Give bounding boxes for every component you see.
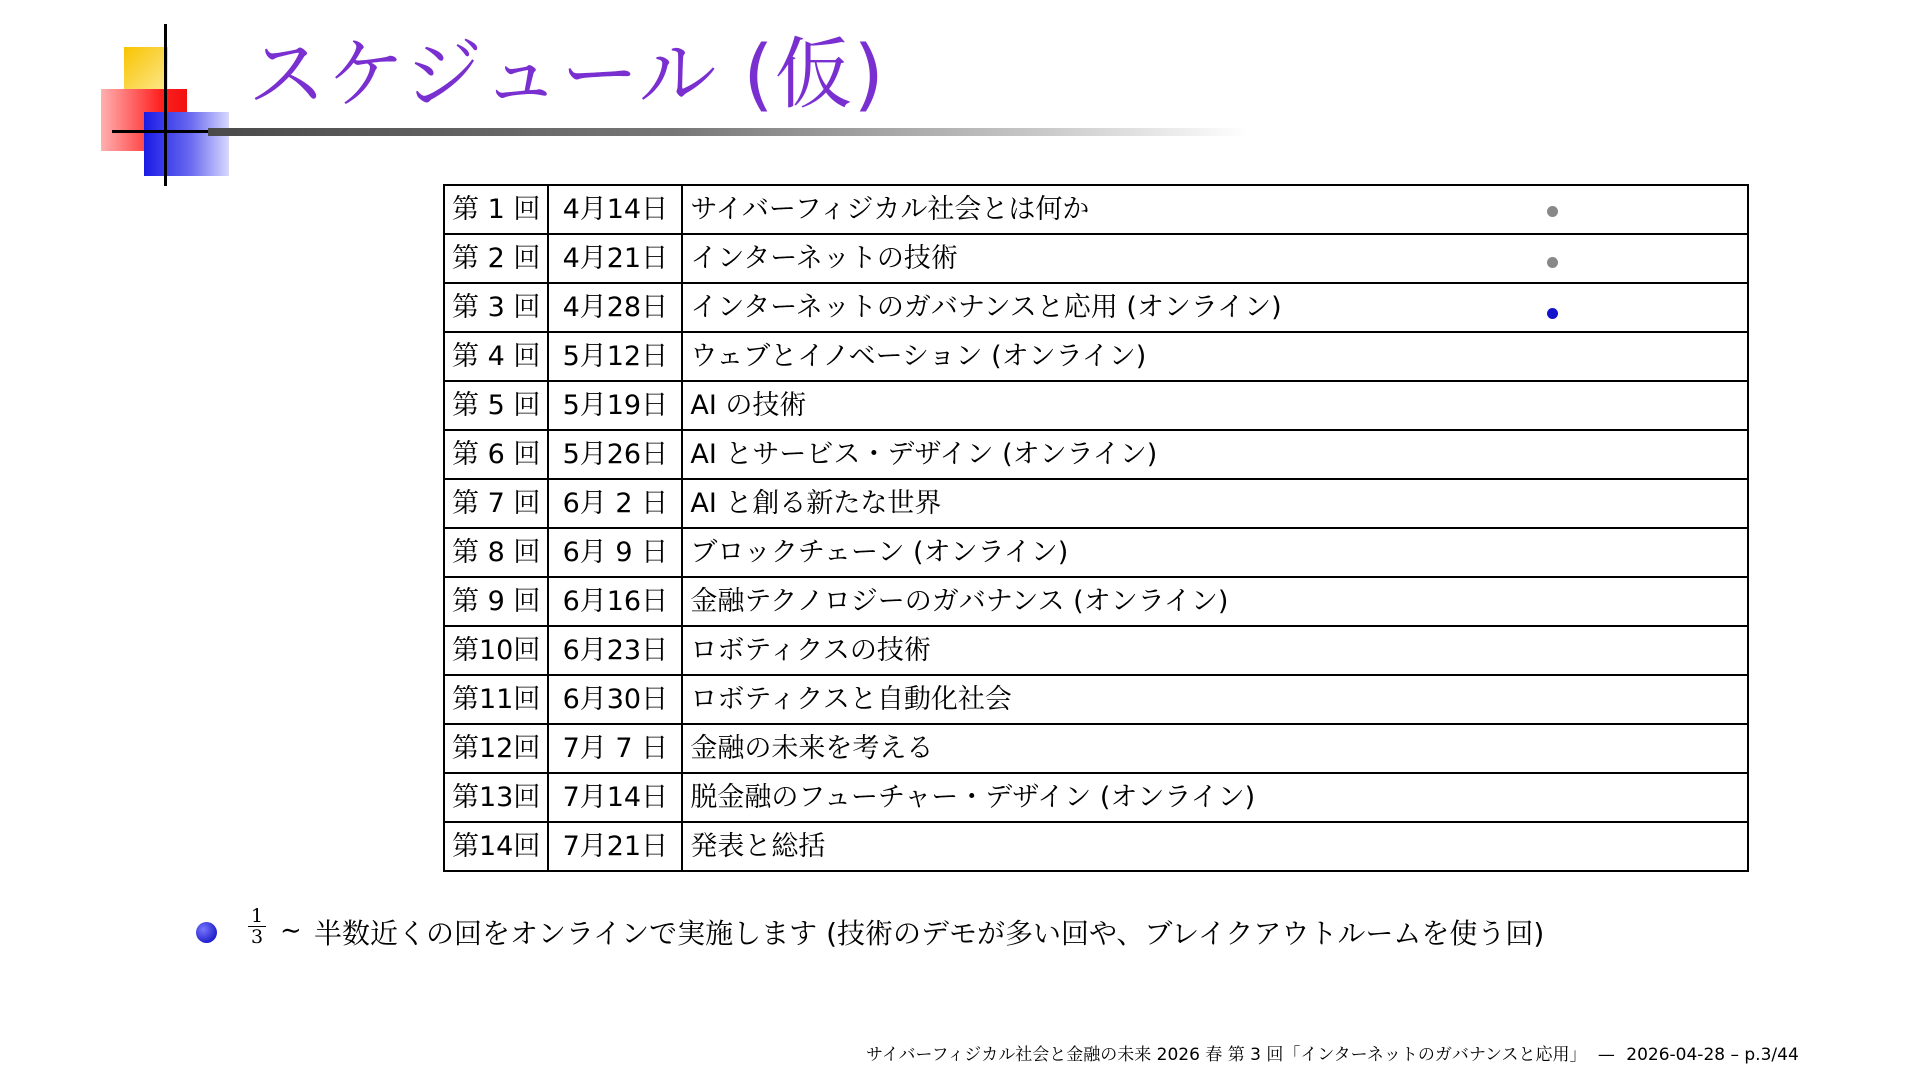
- session-title: インターネットの技術: [682, 234, 1748, 283]
- schedule-row: [444, 626, 1748, 675]
- schedule-row: [444, 430, 1748, 479]
- note-bullet: [196, 906, 1756, 966]
- session-title: ブロックチェーン (オンライン): [682, 528, 1748, 577]
- footer-course: サイバーフィジカル社会と金融の未来 2026 春 第 3 回「インターネットのガバナンスと応用」: [866, 1045, 1587, 1065]
- session-number: 第 6 回: [444, 430, 548, 479]
- session-number: 第 2 回: [444, 234, 548, 283]
- session-date: 6月23日: [548, 626, 682, 675]
- logo-blue-square: [144, 112, 229, 176]
- session-number: 第 5 回: [444, 381, 548, 430]
- session-date: 6月16日: [548, 577, 682, 626]
- session-number: 第 7 回: [444, 479, 548, 528]
- session-date: 6月 9 日: [548, 528, 682, 577]
- session-number: 第 3 回: [444, 283, 548, 332]
- session-date: 7月21日: [548, 822, 682, 871]
- schedule-row: [444, 822, 1748, 871]
- schedule-row: [444, 577, 1748, 626]
- session-date: 7月 7 日: [548, 724, 682, 773]
- session-number: 第 1 回: [444, 185, 548, 234]
- session-title: AI とサービス・デザイン (オンライン): [682, 430, 1748, 479]
- session-title: サイバーフィジカル社会とは何か: [682, 185, 1748, 234]
- fraction-denominator: 3: [250, 926, 264, 948]
- progress-mark-icon: [1547, 308, 1558, 319]
- bullet-ball-icon: [196, 922, 217, 943]
- fraction: [248, 906, 266, 947]
- session-title: 脱金融のフューチャー・デザイン (オンライン): [682, 773, 1748, 822]
- session-date: 4月28日: [548, 283, 682, 332]
- session-date: 6月 2 日: [548, 479, 682, 528]
- fraction-numerator: 1: [248, 906, 266, 927]
- schedule-row: [444, 332, 1748, 381]
- session-number: 第 8 回: [444, 528, 548, 577]
- slide-logo: [0, 0, 240, 200]
- session-title: 金融の未来を考える: [682, 724, 1748, 773]
- session-title: AI の技術: [682, 381, 1748, 430]
- session-date: 6月30日: [548, 675, 682, 724]
- session-title: ロボティクスの技術: [682, 626, 1748, 675]
- slide-title: スケジュール (仮): [248, 30, 885, 120]
- session-number: 第13回: [444, 773, 548, 822]
- session-date: 7月14日: [548, 773, 682, 822]
- session-number: 第 9 回: [444, 577, 548, 626]
- schedule-row: [444, 381, 1748, 430]
- session-title: AI と創る新たな世界: [682, 479, 1748, 528]
- session-number: 第11回: [444, 675, 548, 724]
- session-number: 第10回: [444, 626, 548, 675]
- logo-yellow-square: [124, 47, 168, 91]
- session-number: 第 4 回: [444, 332, 548, 381]
- schedule-table: [443, 184, 1749, 872]
- schedule-row: [444, 479, 1748, 528]
- schedule-row: [444, 773, 1748, 822]
- progress-mark-icon: [1547, 206, 1558, 217]
- session-title: インターネットのガバナンスと応用 (オンライン): [682, 283, 1748, 332]
- session-title: 金融テクノロジーのガバナンス (オンライン): [682, 577, 1748, 626]
- logo-vertical-line: [164, 24, 167, 186]
- session-date: 4月14日: [548, 185, 682, 234]
- progress-mark-icon: [1547, 257, 1558, 268]
- session-date: 5月19日: [548, 381, 682, 430]
- slide-footer: [866, 1044, 1799, 1066]
- schedule-table-body: [444, 185, 1748, 871]
- session-date: 5月12日: [548, 332, 682, 381]
- footer-separator: —: [1597, 1045, 1615, 1065]
- session-number: 第12回: [444, 724, 548, 773]
- session-number: 第14回: [444, 822, 548, 871]
- session-title: 発表と総括: [682, 822, 1748, 871]
- footer-date: 2026-04-28: [1626, 1045, 1726, 1065]
- footer-page: – p.3/44: [1730, 1045, 1799, 1065]
- schedule-row: [444, 724, 1748, 773]
- bullet-text: 半数近くの回をオンラインで実施します (技術のデモが多い回や、ブレイクアウトルームを使う回): [314, 917, 1545, 950]
- session-date: 4月21日: [548, 234, 682, 283]
- schedule-row: [444, 528, 1748, 577]
- session-title: ウェブとイノベーション (オンライン): [682, 332, 1748, 381]
- session-date: 5月26日: [548, 430, 682, 479]
- tilde-symbol: ∼: [280, 916, 302, 946]
- title-underline: [208, 128, 1248, 136]
- session-title: ロボティクスと自動化社会: [682, 675, 1748, 724]
- schedule-row: [444, 675, 1748, 724]
